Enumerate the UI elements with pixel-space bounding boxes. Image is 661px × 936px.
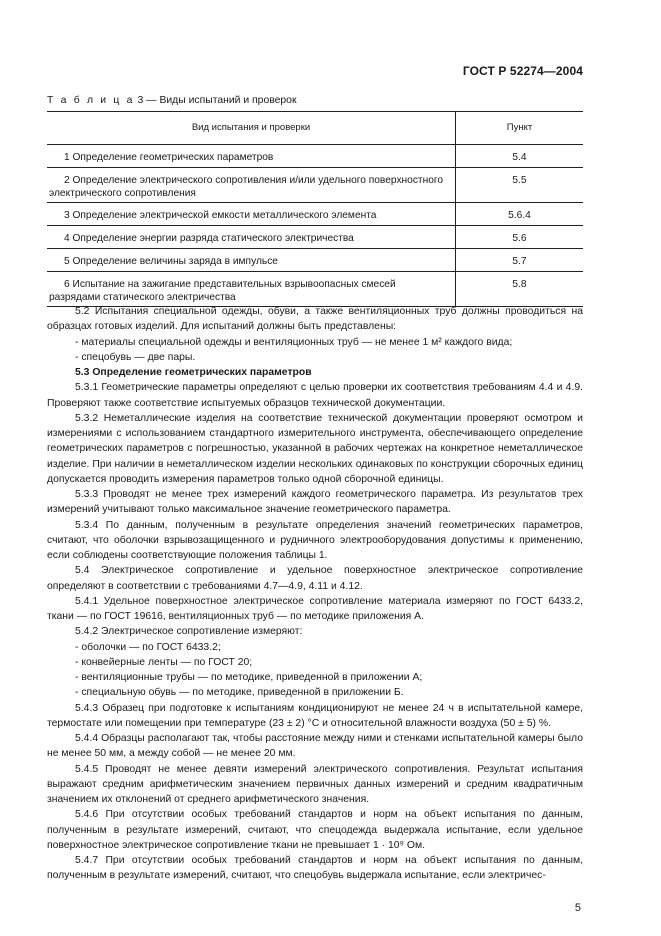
table-row [47, 203, 583, 226]
paragraph-5-4: 5.4 Электрическое сопротивление и удельное поверхностное электрическое сопротивление определяют в соответствии с требованиями 4.7—4.9, 4.11 и 4.12. [47, 565, 583, 592]
table-caption-text: 3 — Виды испытаний и проверок [137, 95, 297, 106]
list-item: - конвейерные ленты — по ГОСТ 20; [75, 656, 253, 668]
row-clause: 5.4 [456, 145, 584, 168]
table-row [47, 168, 583, 203]
row-clause: 5.6.4 [456, 203, 584, 226]
tests-table [47, 111, 583, 307]
row-test-name: 3 Определение электрической емкости металлического элемента [64, 210, 377, 221]
paragraph-5-4-4: 5.4.4 Образцы располагают так, чтобы расстояние между ними и стенками испытательной камеры было не менее 50 мм, а между собой — не менее 20 мм. [47, 733, 583, 760]
list-item: - материалы специальной одежды и вентиляционных труб — не менее 1 м² каждого вида; [75, 336, 513, 348]
row-test-name: 4 Определение энергии разряда статического электричества [64, 233, 354, 244]
row-test-name: 2 Определение электрического сопротивления и/или удельного поверхностного электрического сопротивления [49, 175, 444, 199]
table-caption-label: Т а б л и ц а [47, 95, 135, 106]
document-body [47, 304, 583, 884]
row-clause: 5.6 [456, 226, 584, 249]
document-id: ГОСТ Р 52274—2004 [462, 64, 583, 78]
paragraph-5-3-1: 5.3.1 Геометрические параметры определяют с целью проверки их соответствия требованиям 4.4 и 4.9. Проверяют также соответствие испытуемых образцов технической документации. [47, 382, 583, 409]
row-clause: 5.5 [456, 168, 584, 203]
paragraph-5-4-1: 5.4.1 Удельное поверхностное электрическое сопротивление материала измеряют по ГОСТ 6433.2, ткани — по ГОСТ 19616, вентиляционных труб — по методике приложения А. [47, 595, 583, 622]
paragraph-5-4-7: 5.4.7 При отсутствии особых требований стандартов и норм на объект испытания по данным, полученным в результате измерений, считают, что спецобувь выдержала испытание, если электричес- [47, 855, 583, 882]
table-row [47, 226, 583, 249]
row-test-name: 5 Определение величины заряда в импульсе [64, 256, 278, 267]
list-item: - специальную обувь — по методике, приведенной в приложении Б. [75, 687, 404, 699]
page-number: 5 [574, 902, 581, 914]
paragraph-5-2: 5.2 Испытания специальной одежды, обуви, а также вентиляционных труб должны проводиться на образцах готовых изделий. Для испытаний должны быть представлены: [47, 306, 583, 333]
table-row [47, 249, 583, 272]
paragraph-5-4-5: 5.4.5 Проводят не менее девяти измерений электрического сопротивления. Результат испытания выражают средним арифметическим значением первичных данных измерений и средним квадратичным значением их отклонений от среднего арифметического значения. [47, 763, 583, 805]
table-header-row [47, 112, 583, 145]
table-caption [47, 95, 297, 106]
column-header-test-type: Вид испытания и проверки [47, 112, 456, 145]
paragraph-5-3-4: 5.3.4 По данным, полученным в результате определения значений геометрических параметров, считают, что оболочки взрывозащищенного и рудничного электрооборудования допустимы к применению, если соблюдены соответствующие положения таблицы 1. [47, 519, 583, 561]
paragraph-5-3-2: 5.3.2 Неметаллические изделия на соответствие технической документации проверяют осмотром и измерениями с использованием стандартного измерительного инструмента, обеспечивающего определение геометрических параметров с погрешностью, указанной в рабочих чертежах на конкретное неметаллическое изделие. При наличии в неметаллическом изделии нескольких одинаковых по конструкции сборочных единиц допускается проводить измерения параметров только одной сборочной единицы. [47, 412, 583, 485]
table-row [47, 272, 583, 307]
table-row [47, 145, 583, 168]
paragraph-5-4-2: 5.4.2 Электрическое сопротивление измеряют: [75, 626, 303, 638]
list-item: - вентиляционные трубы — по методике, приведенной в приложении А; [75, 672, 423, 683]
row-test-name: 1 Определение геометрических параметров [64, 152, 274, 163]
list-item: - оболочки — по ГОСТ 6433.2; [75, 641, 221, 653]
row-clause: 5.8 [456, 272, 584, 307]
column-header-clause: Пункт [456, 112, 584, 145]
row-test-name: 6 Испытание на зажигание представительных взрывоопасных смесей разрядами статического электричества [49, 279, 396, 303]
paragraph-5-4-6: 5.4.6 При отсутствии особых требований стандартов и норм на объект испытания по данным, полученным в результате измерений, считают, что спецодежда выдержала испытание, если удельное поверхностное электрическое сопротивление ткани не превышает 1 · 10⁹ Ом. [47, 809, 583, 851]
row-clause: 5.7 [456, 249, 584, 272]
paragraph-5-3-3: 5.3.3 Проводят не менее трех измерений каждого геометрического параметра. Из результатов трех измерений учитывают только максимальное значение геометрического параметра. [47, 489, 583, 516]
paragraph-5-4-3: 5.4.3 Образец при подготовке к испытаниям кондиционируют не менее 24 ч в испытательной камере, термостате или помещении при температуре (23 ± 2) °С и относительной влажности воздуха (50 ± 5) %. [47, 702, 583, 729]
section-heading-5-3: 5.3 Определение геометрических параметров [75, 367, 312, 378]
list-item: - спецобувь — две пары. [75, 351, 196, 363]
